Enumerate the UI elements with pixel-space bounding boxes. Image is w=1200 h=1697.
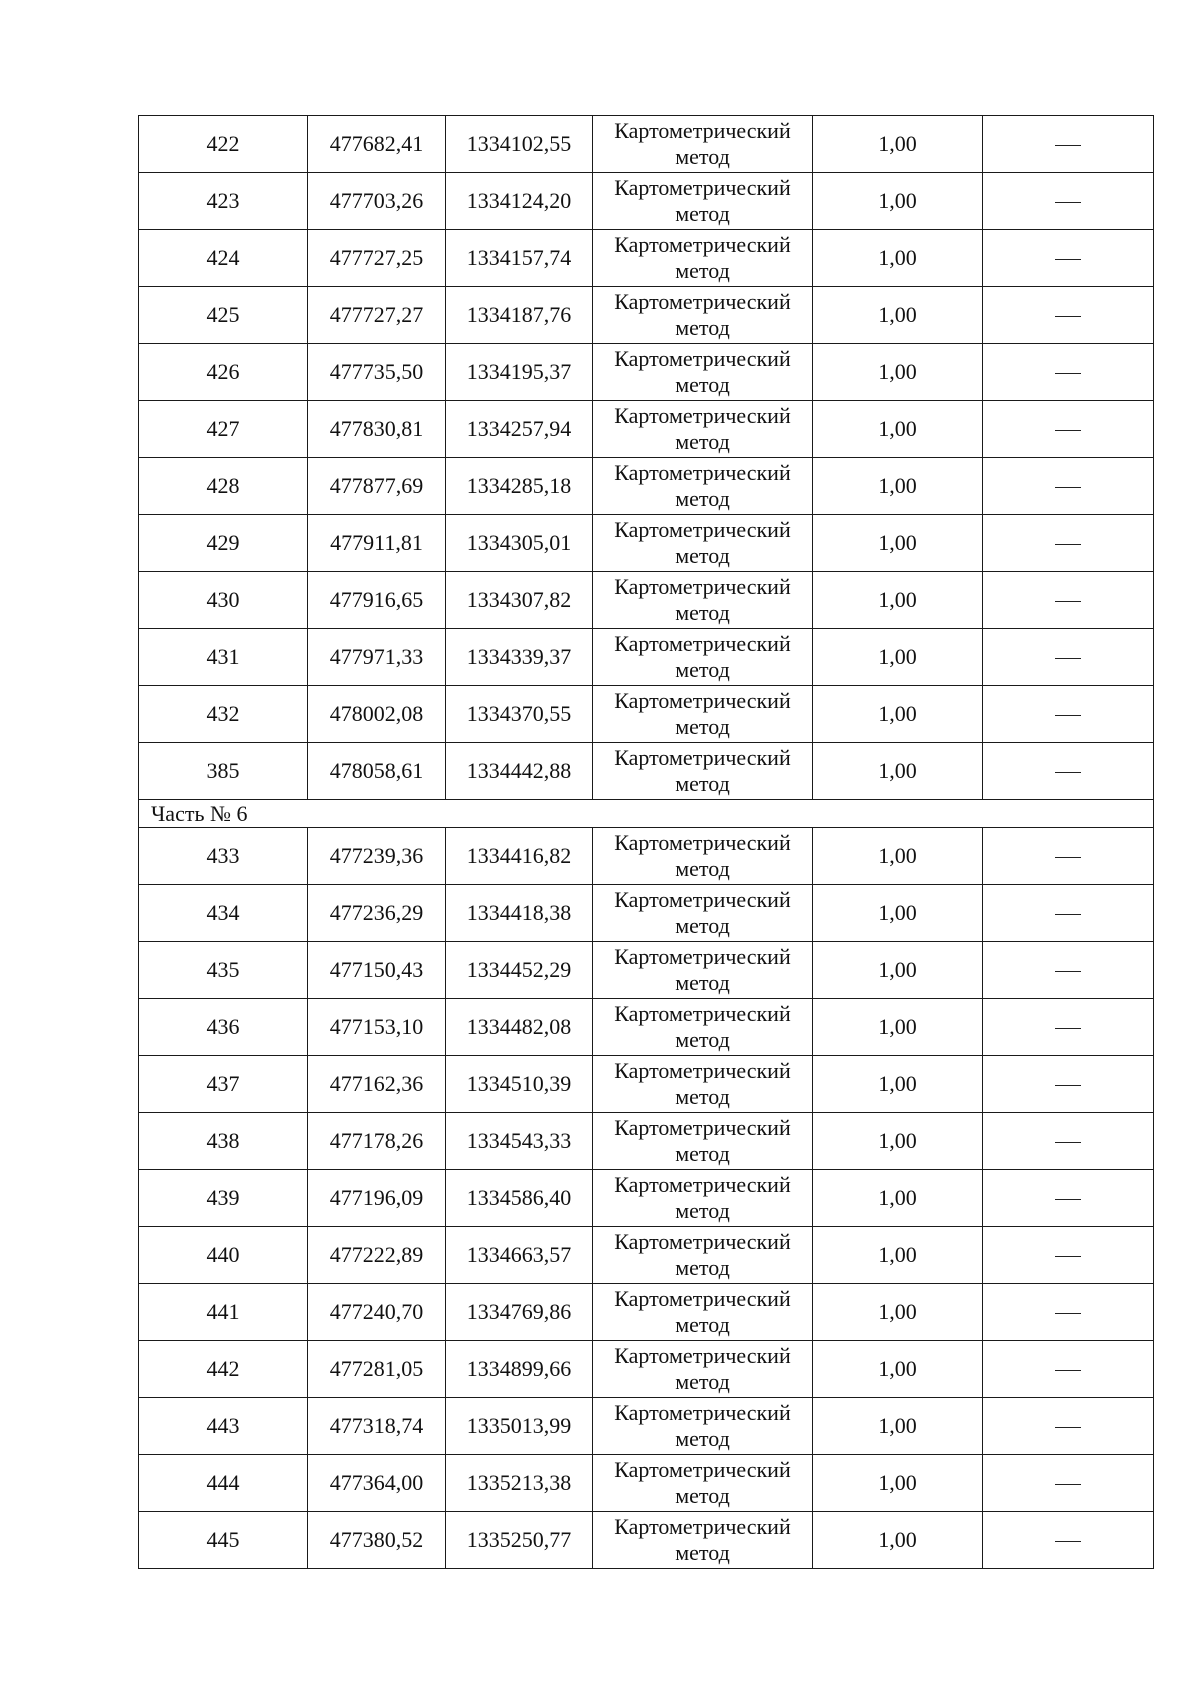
table-row xyxy=(139,828,1154,885)
method-cell xyxy=(593,116,813,173)
method-cell xyxy=(593,572,813,629)
x-coordinate-cell: 477236,29 xyxy=(308,885,446,942)
dash-mark xyxy=(1055,373,1081,374)
table-row xyxy=(139,1284,1154,1341)
accuracy-cell: 1,00 xyxy=(813,401,983,458)
section-header xyxy=(139,800,1154,828)
point-number-cell: 426 xyxy=(139,344,308,401)
table-row xyxy=(139,572,1154,629)
point-number-cell: 424 xyxy=(139,230,308,287)
y-coordinate-cell: 1334307,82 xyxy=(446,572,593,629)
description-cell xyxy=(983,1455,1154,1512)
method-cell xyxy=(593,344,813,401)
y-coordinate-cell: 1334418,38 xyxy=(446,885,593,942)
accuracy-cell: 1,00 xyxy=(813,1398,983,1455)
method-line-1: Картометрический xyxy=(614,460,791,485)
y-coordinate-cell: 1334482,08 xyxy=(446,999,593,1056)
table-row xyxy=(139,1170,1154,1227)
method-line-2: метод xyxy=(675,1369,730,1394)
dash-mark xyxy=(1055,601,1081,602)
table-row xyxy=(139,287,1154,344)
point-number-cell: 436 xyxy=(139,999,308,1056)
table-row xyxy=(139,1341,1154,1398)
accuracy-cell: 1,00 xyxy=(813,1341,983,1398)
method-cell xyxy=(593,942,813,999)
method-line-1: Картометрический xyxy=(614,1400,791,1425)
dash-mark xyxy=(1055,1484,1081,1485)
dash-mark xyxy=(1055,1256,1081,1257)
dash-mark xyxy=(1055,202,1081,203)
accuracy-cell: 1,00 xyxy=(813,1170,983,1227)
description-cell xyxy=(983,116,1154,173)
description-cell xyxy=(983,572,1154,629)
point-number-cell: 425 xyxy=(139,287,308,344)
method-line-2: метод xyxy=(675,543,730,568)
accuracy-cell: 1,00 xyxy=(813,458,983,515)
method-line-1: Картометрический xyxy=(614,1229,791,1254)
x-coordinate-cell: 477911,81 xyxy=(308,515,446,572)
y-coordinate-cell: 1334586,40 xyxy=(446,1170,593,1227)
dash-mark xyxy=(1055,145,1081,146)
method-line-2: метод xyxy=(675,913,730,938)
y-coordinate-cell: 1334510,39 xyxy=(446,1056,593,1113)
method-cell xyxy=(593,515,813,572)
description-cell xyxy=(983,287,1154,344)
method-line-1: Картометрический xyxy=(614,631,791,656)
x-coordinate-cell: 477971,33 xyxy=(308,629,446,686)
point-number-cell: 440 xyxy=(139,1227,308,1284)
method-line-1: Картометрический xyxy=(614,1343,791,1368)
table-row xyxy=(139,1113,1154,1170)
y-coordinate-cell: 1334370,55 xyxy=(446,686,593,743)
method-line-1: Картометрический xyxy=(614,1172,791,1197)
description-cell xyxy=(983,230,1154,287)
method-line-2: метод xyxy=(675,486,730,511)
accuracy-cell: 1,00 xyxy=(813,515,983,572)
section-row xyxy=(139,800,1154,828)
description-cell xyxy=(983,1170,1154,1227)
accuracy-cell: 1,00 xyxy=(813,942,983,999)
method-line-2: метод xyxy=(675,1312,730,1337)
method-line-2: метод xyxy=(675,144,730,169)
table-row xyxy=(139,116,1154,173)
y-coordinate-cell: 1334452,29 xyxy=(446,942,593,999)
point-number-cell: 385 xyxy=(139,743,308,800)
point-number-cell: 445 xyxy=(139,1512,308,1569)
method-cell xyxy=(593,828,813,885)
y-coordinate-cell: 1334124,20 xyxy=(446,173,593,230)
y-coordinate-cell: 1335213,38 xyxy=(446,1455,593,1512)
x-coordinate-cell: 477380,52 xyxy=(308,1512,446,1569)
y-coordinate-cell: 1334339,37 xyxy=(446,629,593,686)
x-coordinate-cell: 477735,50 xyxy=(308,344,446,401)
method-cell xyxy=(593,1398,813,1455)
accuracy-cell: 1,00 xyxy=(813,230,983,287)
point-number-cell: 441 xyxy=(139,1284,308,1341)
dash-mark xyxy=(1055,715,1081,716)
description-cell xyxy=(983,344,1154,401)
table-row xyxy=(139,401,1154,458)
dash-mark xyxy=(1055,914,1081,915)
method-line-2: метод xyxy=(675,201,730,226)
method-cell xyxy=(593,1341,813,1398)
coordinates-part-a xyxy=(139,116,1154,800)
table-row xyxy=(139,173,1154,230)
description-cell xyxy=(983,1398,1154,1455)
accuracy-cell: 1,00 xyxy=(813,686,983,743)
x-coordinate-cell: 477682,41 xyxy=(308,116,446,173)
accuracy-cell: 1,00 xyxy=(813,885,983,942)
dash-mark xyxy=(1055,772,1081,773)
section-label: Часть № 6 xyxy=(139,800,1154,828)
table-row xyxy=(139,629,1154,686)
method-line-2: метод xyxy=(675,315,730,340)
y-coordinate-cell: 1335013,99 xyxy=(446,1398,593,1455)
method-line-2: метод xyxy=(675,1141,730,1166)
dash-mark xyxy=(1055,1541,1081,1542)
accuracy-cell: 1,00 xyxy=(813,1113,983,1170)
y-coordinate-cell: 1334899,66 xyxy=(446,1341,593,1398)
point-number-cell: 430 xyxy=(139,572,308,629)
x-coordinate-cell: 477727,27 xyxy=(308,287,446,344)
method-line-1: Картометрический xyxy=(614,944,791,969)
x-coordinate-cell: 477877,69 xyxy=(308,458,446,515)
table-row xyxy=(139,515,1154,572)
method-cell xyxy=(593,1455,813,1512)
x-coordinate-cell: 477239,36 xyxy=(308,828,446,885)
y-coordinate-cell: 1334663,57 xyxy=(446,1227,593,1284)
description-cell xyxy=(983,1227,1154,1284)
x-coordinate-cell: 477281,05 xyxy=(308,1341,446,1398)
x-coordinate-cell: 477178,26 xyxy=(308,1113,446,1170)
accuracy-cell: 1,00 xyxy=(813,572,983,629)
accuracy-cell: 1,00 xyxy=(813,828,983,885)
method-line-2: метод xyxy=(675,1255,730,1280)
description-cell xyxy=(983,1512,1154,1569)
method-cell xyxy=(593,1512,813,1569)
method-line-2: метод xyxy=(675,600,730,625)
method-line-1: Картометрический xyxy=(614,1001,791,1026)
x-coordinate-cell: 477830,81 xyxy=(308,401,446,458)
point-number-cell: 429 xyxy=(139,515,308,572)
dash-mark xyxy=(1055,857,1081,858)
x-coordinate-cell: 477318,74 xyxy=(308,1398,446,1455)
x-coordinate-cell: 477150,43 xyxy=(308,942,446,999)
x-coordinate-cell: 478002,08 xyxy=(308,686,446,743)
method-line-1: Картометрический xyxy=(614,887,791,912)
point-number-cell: 423 xyxy=(139,173,308,230)
point-number-cell: 435 xyxy=(139,942,308,999)
method-line-2: метод xyxy=(675,1540,730,1565)
x-coordinate-cell: 477153,10 xyxy=(308,999,446,1056)
method-line-1: Картометрический xyxy=(614,517,791,542)
y-coordinate-cell: 1334187,76 xyxy=(446,287,593,344)
method-line-1: Картометрический xyxy=(614,232,791,257)
method-line-2: метод xyxy=(675,771,730,796)
method-cell xyxy=(593,999,813,1056)
method-cell xyxy=(593,629,813,686)
method-line-2: метод xyxy=(675,372,730,397)
method-cell xyxy=(593,230,813,287)
dash-mark xyxy=(1055,1199,1081,1200)
y-coordinate-cell: 1334416,82 xyxy=(446,828,593,885)
coordinates-part-b xyxy=(139,828,1154,1569)
description-cell xyxy=(983,743,1154,800)
description-cell xyxy=(983,1113,1154,1170)
table-row xyxy=(139,999,1154,1056)
x-coordinate-cell: 477240,70 xyxy=(308,1284,446,1341)
method-cell xyxy=(593,1227,813,1284)
table-row xyxy=(139,1227,1154,1284)
method-line-2: метод xyxy=(675,1027,730,1052)
description-cell xyxy=(983,1056,1154,1113)
x-coordinate-cell: 477162,36 xyxy=(308,1056,446,1113)
accuracy-cell: 1,00 xyxy=(813,629,983,686)
method-line-2: метод xyxy=(675,714,730,739)
description-cell xyxy=(983,885,1154,942)
x-coordinate-cell: 477222,89 xyxy=(308,1227,446,1284)
accuracy-cell: 1,00 xyxy=(813,287,983,344)
method-line-1: Картометрический xyxy=(614,1514,791,1539)
point-number-cell: 442 xyxy=(139,1341,308,1398)
method-cell xyxy=(593,885,813,942)
dash-mark xyxy=(1055,1028,1081,1029)
method-line-2: метод xyxy=(675,1426,730,1451)
y-coordinate-cell: 1334543,33 xyxy=(446,1113,593,1170)
method-line-1: Картометрический xyxy=(614,175,791,200)
method-line-1: Картометрический xyxy=(614,574,791,599)
description-cell xyxy=(983,173,1154,230)
dash-mark xyxy=(1055,1427,1081,1428)
method-line-1: Картометрический xyxy=(614,1115,791,1140)
point-number-cell: 427 xyxy=(139,401,308,458)
method-cell xyxy=(593,1056,813,1113)
table-row xyxy=(139,1056,1154,1113)
method-line-1: Картометрический xyxy=(614,118,791,143)
point-number-cell: 428 xyxy=(139,458,308,515)
point-number-cell: 422 xyxy=(139,116,308,173)
y-coordinate-cell: 1334195,37 xyxy=(446,344,593,401)
method-line-1: Картометрический xyxy=(614,830,791,855)
method-cell xyxy=(593,458,813,515)
method-line-2: метод xyxy=(675,856,730,881)
table-row xyxy=(139,686,1154,743)
method-cell xyxy=(593,1113,813,1170)
coordinates-table xyxy=(138,115,1154,1569)
accuracy-cell: 1,00 xyxy=(813,344,983,401)
accuracy-cell: 1,00 xyxy=(813,173,983,230)
y-coordinate-cell: 1335250,77 xyxy=(446,1512,593,1569)
y-coordinate-cell: 1334285,18 xyxy=(446,458,593,515)
table-row xyxy=(139,885,1154,942)
dash-mark xyxy=(1055,487,1081,488)
point-number-cell: 433 xyxy=(139,828,308,885)
dash-mark xyxy=(1055,658,1081,659)
table-row xyxy=(139,743,1154,800)
accuracy-cell: 1,00 xyxy=(813,1227,983,1284)
table-row xyxy=(139,344,1154,401)
method-line-1: Картометрический xyxy=(614,688,791,713)
y-coordinate-cell: 1334442,88 xyxy=(446,743,593,800)
accuracy-cell: 1,00 xyxy=(813,743,983,800)
method-line-2: метод xyxy=(675,429,730,454)
point-number-cell: 431 xyxy=(139,629,308,686)
method-line-2: метод xyxy=(675,657,730,682)
method-line-2: метод xyxy=(675,1483,730,1508)
dash-mark xyxy=(1055,316,1081,317)
accuracy-cell: 1,00 xyxy=(813,1056,983,1113)
x-coordinate-cell: 477364,00 xyxy=(308,1455,446,1512)
method-line-1: Картометрический xyxy=(614,1058,791,1083)
description-cell xyxy=(983,458,1154,515)
description-cell xyxy=(983,515,1154,572)
method-line-2: метод xyxy=(675,258,730,283)
accuracy-cell: 1,00 xyxy=(813,1512,983,1569)
y-coordinate-cell: 1334157,74 xyxy=(446,230,593,287)
description-cell xyxy=(983,828,1154,885)
point-number-cell: 444 xyxy=(139,1455,308,1512)
x-coordinate-cell: 478058,61 xyxy=(308,743,446,800)
x-coordinate-cell: 477703,26 xyxy=(308,173,446,230)
table-row xyxy=(139,1455,1154,1512)
method-line-1: Картометрический xyxy=(614,1286,791,1311)
method-line-2: метод xyxy=(675,1084,730,1109)
dash-mark xyxy=(1055,544,1081,545)
table-row xyxy=(139,1398,1154,1455)
y-coordinate-cell: 1334305,01 xyxy=(446,515,593,572)
dash-mark xyxy=(1055,1142,1081,1143)
method-cell xyxy=(593,287,813,344)
dash-mark xyxy=(1055,259,1081,260)
point-number-cell: 437 xyxy=(139,1056,308,1113)
point-number-cell: 432 xyxy=(139,686,308,743)
point-number-cell: 434 xyxy=(139,885,308,942)
dash-mark xyxy=(1055,1085,1081,1086)
accuracy-cell: 1,00 xyxy=(813,1455,983,1512)
description-cell xyxy=(983,942,1154,999)
x-coordinate-cell: 477196,09 xyxy=(308,1170,446,1227)
method-line-2: метод xyxy=(675,1198,730,1223)
y-coordinate-cell: 1334257,94 xyxy=(446,401,593,458)
method-cell xyxy=(593,743,813,800)
dash-mark xyxy=(1055,1370,1081,1371)
accuracy-cell: 1,00 xyxy=(813,116,983,173)
dash-mark xyxy=(1055,1313,1081,1314)
description-cell xyxy=(983,1284,1154,1341)
method-cell xyxy=(593,1170,813,1227)
method-line-2: метод xyxy=(675,970,730,995)
x-coordinate-cell: 477916,65 xyxy=(308,572,446,629)
method-line-1: Картометрический xyxy=(614,403,791,428)
description-cell xyxy=(983,999,1154,1056)
description-cell xyxy=(983,686,1154,743)
method-line-1: Картометрический xyxy=(614,1457,791,1482)
description-cell xyxy=(983,629,1154,686)
accuracy-cell: 1,00 xyxy=(813,1284,983,1341)
x-coordinate-cell: 477727,25 xyxy=(308,230,446,287)
point-number-cell: 438 xyxy=(139,1113,308,1170)
method-line-1: Картометрический xyxy=(614,346,791,371)
table-row xyxy=(139,230,1154,287)
method-line-1: Картометрический xyxy=(614,745,791,770)
point-number-cell: 443 xyxy=(139,1398,308,1455)
y-coordinate-cell: 1334769,86 xyxy=(446,1284,593,1341)
y-coordinate-cell: 1334102,55 xyxy=(446,116,593,173)
table-row xyxy=(139,942,1154,999)
method-cell xyxy=(593,686,813,743)
method-line-1: Картометрический xyxy=(614,289,791,314)
accuracy-cell: 1,00 xyxy=(813,999,983,1056)
description-cell xyxy=(983,1341,1154,1398)
description-cell xyxy=(983,401,1154,458)
method-cell xyxy=(593,173,813,230)
dash-mark xyxy=(1055,971,1081,972)
table-row xyxy=(139,1512,1154,1569)
dash-mark xyxy=(1055,430,1081,431)
point-number-cell: 439 xyxy=(139,1170,308,1227)
method-cell xyxy=(593,401,813,458)
method-cell xyxy=(593,1284,813,1341)
table-row xyxy=(139,458,1154,515)
